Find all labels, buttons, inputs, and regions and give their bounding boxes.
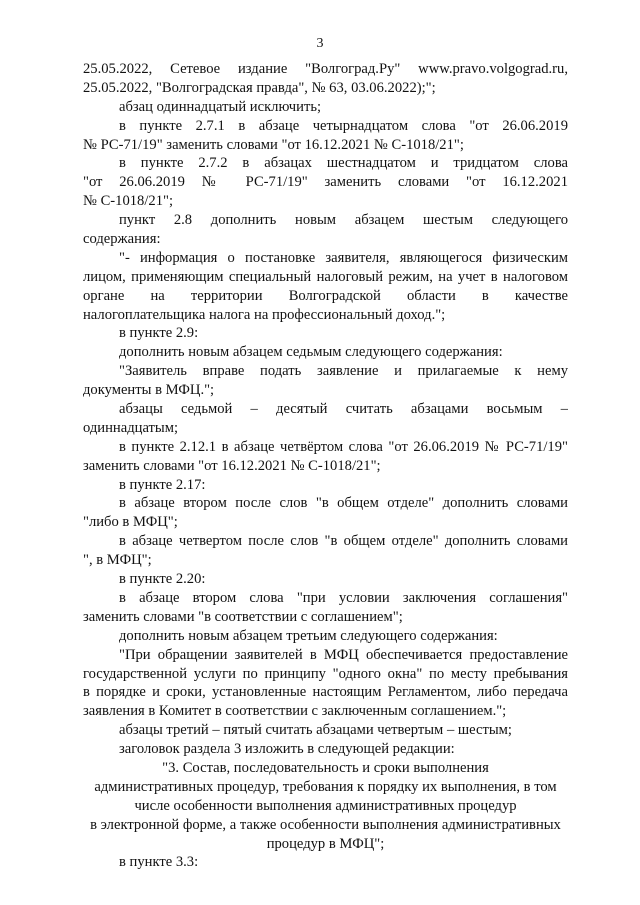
text-line: одиннадцатым; bbox=[83, 419, 179, 436]
document-body bbox=[83, 60, 568, 872]
text-line: заявления в Комитет в соответствии с заключенным соглашением."; bbox=[83, 703, 507, 720]
text-line: пункт 2.8 дополнить новым абзацем шестым следующего bbox=[119, 212, 568, 229]
text-line: в пункте 2.7.2 в абзацах шестнадцатом и тридцатом слова bbox=[119, 155, 568, 172]
text-line: в абзаце втором слова "при условии заключения соглашения" bbox=[119, 589, 568, 606]
text-line: в пункте 2.9: bbox=[119, 325, 199, 342]
text-line: в абзаце четвертом после слов "в общем отделе" дополнить словами bbox=[119, 533, 568, 550]
text-line: в пункте 2.12.1 в абзаце четвёртом слова "от 26.06.2019 № РС-71/19" bbox=[119, 438, 568, 455]
text-line: 25.05.2022, "Волгоградская правда", № 63, 03.06.2022);"; bbox=[83, 79, 436, 96]
text-line: заголовок раздела 3 изложить в следующей редакции: bbox=[119, 741, 455, 758]
text-line: лицом, применяющим специальный налоговый режим, на учет в налоговом bbox=[83, 268, 568, 285]
text-line: абзацы третий – пятый считать абзацами четвертым – шестым; bbox=[119, 722, 512, 739]
text-line: процедур в МФЦ"; bbox=[266, 835, 385, 852]
text-line: числе особенности выполнения административных процедур bbox=[134, 797, 517, 814]
text-line: заменить словами "в соответствии с соглашением"; bbox=[83, 608, 403, 625]
text-line: № С-1018/21"; bbox=[83, 193, 174, 210]
text-line: в пункте 2.7.1 в абзаце четырнадцатом слова "от 26.06.2019 bbox=[119, 117, 568, 134]
text-line: органе на территории Волгоградской области в качестве bbox=[83, 287, 568, 304]
text-line: в пункте 2.20: bbox=[119, 571, 206, 588]
text-line: дополнить новым абзацем третьим следующего содержания: bbox=[119, 627, 498, 644]
text-line: "Заявитель вправе подать заявление и прилагаемые к нему bbox=[119, 363, 568, 380]
text-line: в пункте 3.3: bbox=[119, 854, 199, 871]
text-line: "3. Состав, последовательность и сроки выполнения bbox=[162, 759, 489, 776]
text-line: абзацы седьмой – десятый считать абзацами восьмым – bbox=[119, 401, 568, 418]
text-line: в пункте 2.17: bbox=[119, 476, 206, 493]
text-line: "- информация о постановке заявителя, являющегося физическим bbox=[119, 249, 568, 266]
text-line: "от 26.06.2019 № РС-71/19" заменить словами "от 16.12.2021 bbox=[83, 174, 568, 191]
text-line: ", в МФЦ"; bbox=[83, 552, 152, 569]
text-line: "При обращении заявителей в МФЦ обеспечивается предоставление bbox=[119, 646, 568, 663]
text-line: 25.05.2022, Сетевое издание "Волгоград.Ру" www.pravo.volgograd.ru, bbox=[83, 61, 568, 77]
text-line: заменить словами "от 16.12.2021 № С-1018/21"; bbox=[83, 457, 381, 474]
text-line: абзац одиннадцатый исключить; bbox=[119, 98, 322, 115]
text-line: налогоплательщика налога на профессиональный доход."; bbox=[83, 306, 446, 323]
text-line: в электронной форме, а также особенности выполнения административных bbox=[90, 816, 561, 833]
text-line: государственной услуги по принципу "одного окна" по месту пребывания bbox=[83, 665, 568, 682]
page-number: 3 bbox=[316, 36, 324, 51]
text-line: в порядке и сроки, установленные настоящим Регламентом, либо передача bbox=[83, 684, 568, 701]
text-line: документы в МФЦ."; bbox=[83, 382, 215, 399]
text-line: № РС-71/19" заменить словами "от 16.12.2021 № С-1018/21"; bbox=[83, 136, 464, 153]
text-line: "либо в МФЦ"; bbox=[83, 514, 178, 531]
text-line: дополнить новым абзацем седьмым следующего содержания: bbox=[119, 344, 503, 361]
text-line: содержания: bbox=[83, 231, 161, 248]
text-line: административных процедур, требования к порядку их выполнения, в том bbox=[94, 778, 557, 795]
text-line: в абзаце втором после слов "в общем отделе" дополнить словами bbox=[119, 495, 568, 512]
